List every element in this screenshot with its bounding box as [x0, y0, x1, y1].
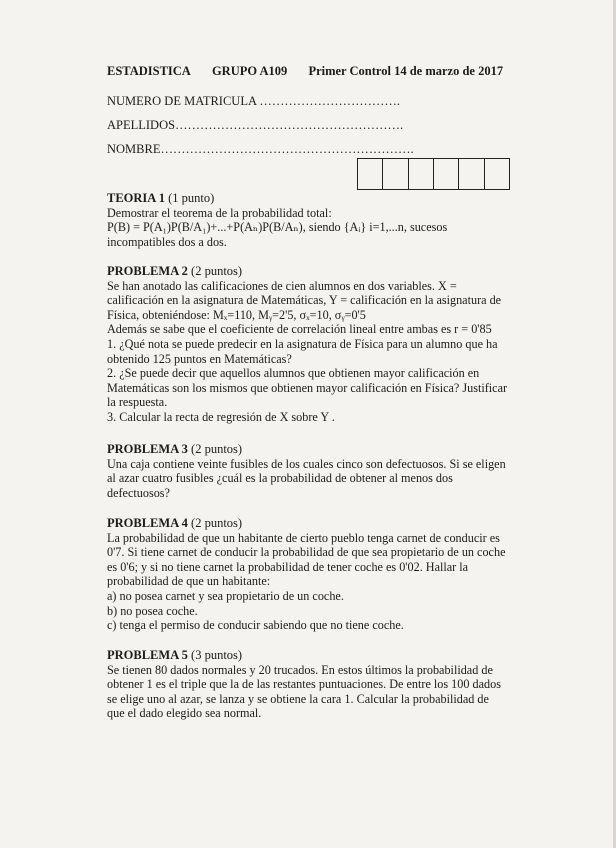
text-line: 2. ¿Se puede decir que aquellos alumnos que obtienen mayor calificación en [107, 366, 480, 381]
section-title [107, 516, 539, 531]
text-line: c) tenga el permiso de conducir sabiendo que no tiene coche. [107, 618, 404, 633]
teoria-1-section [107, 191, 539, 249]
text-line: La probabilidad de que un habitante de cierto pueblo tenga carnet de conducir es [107, 530, 500, 545]
text-line: Matemáticas son los mismos que obtienen mayor calificación en Física? Justificar [107, 380, 508, 395]
title-text: PROBLEMA 2 [107, 264, 188, 278]
section-title [107, 191, 539, 206]
grade-boxes [357, 158, 510, 190]
section-title [107, 442, 539, 457]
group-label: GRUPO A109 [211, 64, 288, 78]
text-line: Una caja contiene veinte fusibles de los cuales cinco son defectuosos. Si se eligen [107, 456, 506, 471]
section-title [107, 648, 539, 663]
text-line: probabilidad de que un habitante: [107, 574, 271, 589]
text-line: que el dado elegido sea normal. [107, 706, 262, 721]
grade-box [382, 158, 407, 190]
text-line: la respuesta. [107, 395, 168, 410]
text-line: obtener 1 es el triple que la de las restantes puntuaciones. De entre los 100 dados [107, 677, 501, 692]
title-text: PROBLEMA 3 [107, 442, 188, 456]
text-line: obtenido 125 puntos en Matemáticas? [107, 351, 292, 366]
text-line: se elige uno al azar, se lanza y se obtiene la cara 1. Calcular la probabilidad de [107, 691, 489, 706]
text-line: Demostrar el teorema de la probabilidad total: [107, 205, 332, 220]
text-line: Se han anotado las calificaciones de cien alumnos en dos variables. X = [107, 278, 457, 293]
points-text: (2 puntos) [191, 442, 243, 456]
text-line: Física, obteniéndose: Mₓ=110, Mᵧ=2'5, σₓ=10, σᵧ=0'5 [107, 307, 366, 322]
points-text: (1 punto) [168, 191, 215, 205]
text-line: a) no posea carnet y sea propietario de un coche. [107, 588, 344, 603]
text-line: al azar cuatro fusibles ¿cuál es la probabilidad de obtener al menos dos [107, 471, 453, 486]
grade-box [433, 158, 458, 190]
text-line: es 0'6; y si no tiene carnet la probabilidad de tener coche es 0'02. Hallar la [107, 559, 469, 574]
points-text: (3 puntos) [191, 648, 243, 662]
text-line: b) no posea coche. [107, 603, 198, 618]
problema-2-section [107, 264, 539, 425]
grade-box [458, 158, 483, 190]
apellidos-field: APELLIDOS………………………………………………. [107, 118, 404, 132]
grade-box [357, 158, 382, 190]
text-line: calificación en la asignatura de Matemáticas, Y = calificación en la asignatura de [107, 293, 502, 308]
text-line: 0'7. Si tiene carnet de conducir la probabilidad de que sea propietario de un coche [107, 545, 506, 560]
grade-box [484, 158, 510, 190]
title-text: PROBLEMA 4 [107, 516, 188, 530]
points-text: (2 puntos) [191, 516, 243, 530]
matricula-field: NUMERO DE MATRICULA ……………………………. [107, 94, 401, 108]
text-line: Se tienen 80 dados normales y 20 trucados. En estos últimos la probabilidad de [107, 662, 493, 677]
title-text: TEORIA 1 [107, 191, 166, 205]
exam-header [107, 64, 521, 79]
text-line: Además se sabe que el coeficiente de correlación lineal entre ambas es r = 0'85 [107, 322, 492, 337]
problema-5-section [107, 648, 539, 721]
grade-box [408, 158, 433, 190]
nombre-field: NOMBRE……………………………………………………. [107, 142, 414, 156]
title-text: PROBLEMA 5 [107, 648, 188, 662]
subject-label: ESTADISTICA [107, 64, 191, 78]
problema-4-section [107, 516, 539, 633]
text-line: 1. ¿Qué nota se puede predecir en la asignatura de Física para un alumno que ha [107, 336, 498, 351]
exam-date-label: Primer Control 14 de marzo de 2017 [308, 64, 504, 78]
text-line: 3. Calcular la recta de regresión de X sobre Y . [107, 409, 335, 424]
problema-3-section [107, 442, 539, 500]
text-line: defectuosos? [107, 485, 170, 500]
points-text: (2 puntos) [191, 264, 243, 278]
text-line: incompatibles dos a dos. [107, 234, 227, 249]
section-title [107, 264, 539, 279]
text-line: P(B) = P(A₁)P(B/A₁)+...+P(Aₙ)P(B/Aₙ), siendo {Aᵢ} i=1,...n, sucesos [107, 220, 448, 235]
